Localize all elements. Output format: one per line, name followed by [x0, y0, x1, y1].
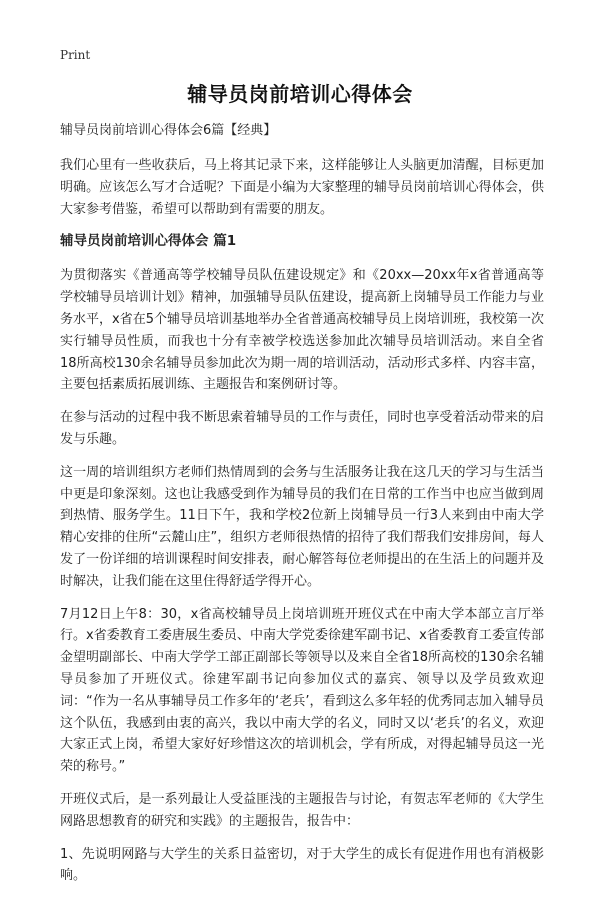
body-paragraph: 在参与活动的过程中我不断思索着辅导员的工作与责任，同时也享受着活动带来的启发与乐趣。 — [60, 410, 544, 447]
body-paragraph: 1、先说明网路与大学生的关系日益密切，对于大学生的成长有促进作用也有消极影响。 — [60, 846, 544, 884]
article-subtitle: 辅导员岗前培训心得体会6篇【经典】 — [60, 123, 277, 138]
page-title: 辅导员岗前培训心得体会 — [187, 82, 413, 106]
print-link[interactable]: Print — [60, 48, 91, 62]
body-paragraph: 开班仪式后，是一系列最让人受益匪浅的主题报告与讨论，有贺志军老师的《大学生网路思想教育的研究和实践》的主题报告，报告中： — [60, 791, 544, 829]
body-paragraph: 这一周的培训组织方老师们热情周到的会务与生活服务让我在这几天的学习与生活当中更是印象深刻。这也让我感受到作为辅导员的我们在日常的工作当中也应当做到周到热情、服务学生。11日下午，我和学校2位新上岗辅导员一行3人来到由中南大学精心安排的住所“云麓山庄”，组织方老师很热情的招待了我们帮我们安排房间，每人发了一份详细的培训课程时间安排表，耐心解答每位老师提出的在生活上的问题并及时解决，让我们能在这里住得舒适学得开心。 — [60, 464, 544, 589]
section-heading: 辅导员岗前培训心得体会 篇1 — [60, 233, 237, 250]
body-paragraph: 为贯彻落实《普通高等学校辅导员队伍建设规定》和《20xx—20xx年x省普通高等学校辅导员培训计划》精神，加强辅导员队伍建设，提高新上岗辅导员工作能力与业务水平，x省在5个辅导员培训基地举办全省普通高校辅导员上岗培训班，我校第一次实行辅导员性质，而我也十分有幸被学校选送参加此次辅导员培训活动。来自全省18所高校130余名辅导员参加此次为期一周的培训活动，活动形式多样、内容丰富，主要包括素质拓展训练、主题报告和案例研讨等。 — [60, 268, 544, 393]
body-paragraph: 7月12日上午8：30，x省高校辅导员上岗培训班开班仪式在中南大学本部立言厅举行。x省委教育工委唐展生委员、中南大学党委徐建军副书记、x省委教育工委宣传部金望明副部长、中南大学学工部正副部长等领导以及来自全省18所高校的130余名辅导员参加了开班仪式。徐建军副书记向参加仪式的嘉宾、领导以及学员致欢迎词：“作为一名从事辅导员工作多年的‘老兵’，看到这么多年轻的优秀同志加入辅导员这个队伍，我感到由衷的高兴，我以中南大学的名义，同时又以‘老兵’的名义，欢迎大家正式上岗，希望大家好好珍惜这次的培训机会，学有所成，对得起辅导员这一光荣的称号。” — [60, 606, 544, 775]
intro-paragraph: 我们心里有一些收获后，马上将其记录下来，这样能够让人头脑更加清醒，目标更加明确。应该怎么写才合适呢？下面是小编为大家整理的辅导员岗前培训心得体会，供大家参考借鉴，希望可以帮助到有需要的朋友。 — [60, 158, 544, 217]
article-body — [60, 120, 544, 898]
